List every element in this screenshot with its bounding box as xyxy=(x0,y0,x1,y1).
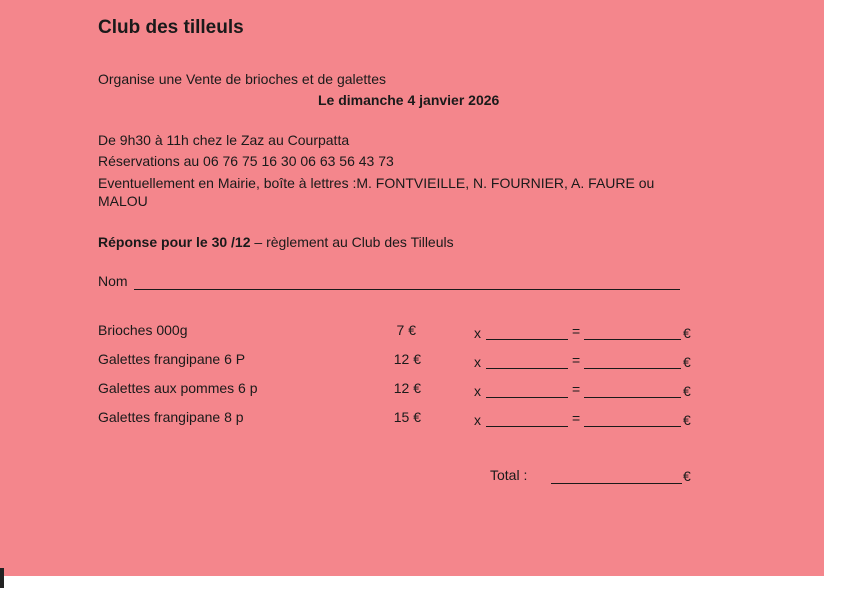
total-field-line[interactable] xyxy=(551,483,682,484)
equals-sign: = xyxy=(572,323,581,339)
multiply-sign: x xyxy=(474,354,481,370)
scan-edge-mark xyxy=(0,568,4,588)
euro-sign: € xyxy=(683,325,691,341)
product-name: Galettes aux pommes 6 p xyxy=(98,380,258,396)
equals-sign: = xyxy=(572,410,581,426)
mairie-text-continued: MALOU xyxy=(98,193,148,209)
product-name: Galettes frangipane 8 p xyxy=(98,409,244,425)
mairie-text: Eventuellement en Mairie, boîte à lettres :M. FONTVIEILLE, N. FOURNIER, A. FAURE ou xyxy=(98,175,655,191)
intro-text: Organise une Vente de brioches et de galettes xyxy=(98,71,386,87)
euro-sign: € xyxy=(683,354,691,370)
multiply-sign: x xyxy=(474,383,481,399)
reservations-text: Réservations au 06 76 75 16 30 06 63 56 43 73 xyxy=(98,153,394,169)
name-label: Nom xyxy=(98,273,128,289)
product-name: Galettes frangipane 6 P xyxy=(98,351,246,367)
equals-sign: = xyxy=(572,352,581,368)
euro-sign: € xyxy=(683,383,691,399)
product-price: 7 € xyxy=(396,322,416,338)
name-field-line[interactable] xyxy=(134,289,680,290)
quantity-field-line[interactable] xyxy=(486,368,568,369)
product-price: 12 € xyxy=(393,380,421,396)
time-place-text: De 9h30 à 11h chez le Zaz au Courpatta xyxy=(98,132,350,148)
quantity-field-line[interactable] xyxy=(486,426,568,427)
amount-field-line[interactable] xyxy=(584,397,681,398)
product-price: 12 € xyxy=(393,351,421,367)
club-title: Club des tilleuls xyxy=(98,17,244,38)
multiply-sign: x xyxy=(474,412,481,428)
equals-sign: = xyxy=(572,381,581,397)
quantity-field-line[interactable] xyxy=(486,397,568,398)
response-deadline xyxy=(98,234,454,251)
euro-sign: € xyxy=(683,412,691,428)
total-label: Total : xyxy=(490,467,528,483)
event-date: Le dimanche 4 janvier 2026 xyxy=(318,92,500,108)
amount-field-line[interactable] xyxy=(584,426,681,427)
product-price: 15 € xyxy=(393,409,421,425)
product-name: Brioches 000g xyxy=(98,322,188,338)
multiply-sign: x xyxy=(474,325,481,341)
quantity-field-line[interactable] xyxy=(486,339,568,340)
amount-field-line[interactable] xyxy=(584,339,681,340)
euro-sign: € xyxy=(683,468,691,484)
amount-field-line[interactable] xyxy=(584,368,681,369)
response-deadline-bold: Réponse pour le 30 /12 xyxy=(98,234,251,250)
response-deadline-rest: – règlement au Club des Tilleuls xyxy=(250,234,454,250)
